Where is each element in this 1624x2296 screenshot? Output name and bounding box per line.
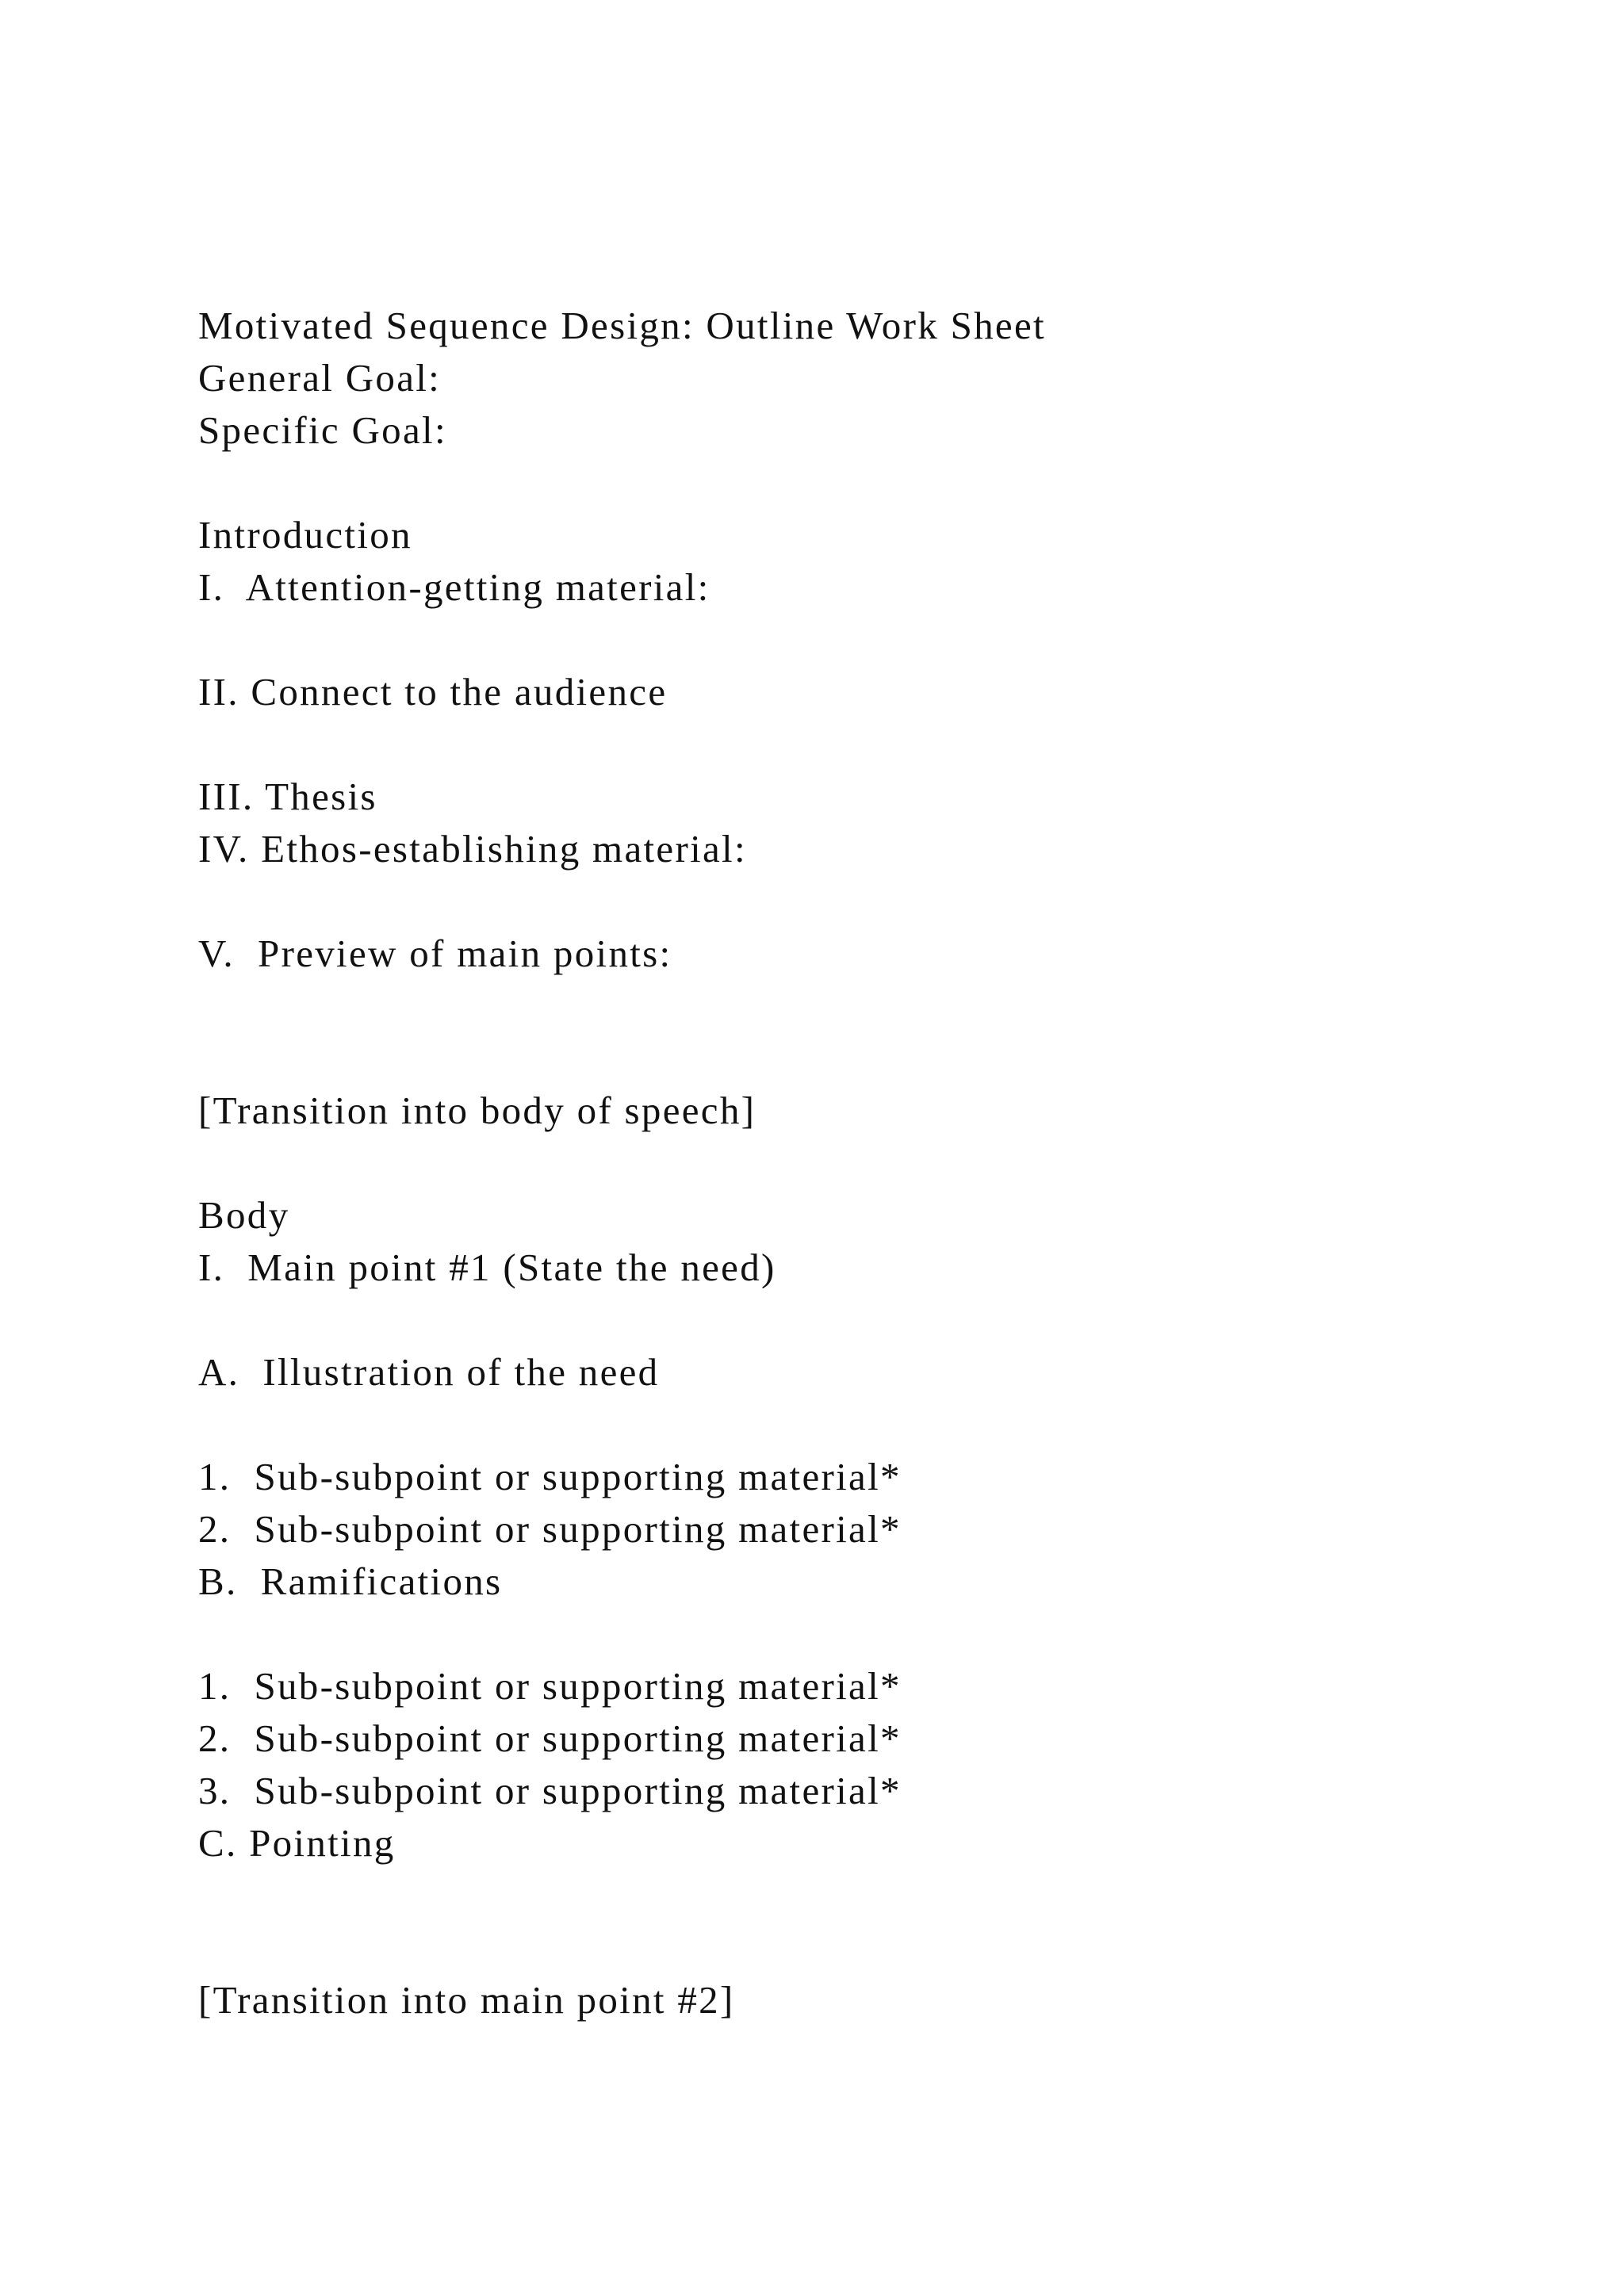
specific-goal-label: Specific Goal: [198, 408, 447, 452]
body-heading: Body [198, 1193, 290, 1237]
intro-attention-item: I. Attention-getting material: [198, 565, 710, 609]
transition-body-note: [Transition into body of speech] [198, 1089, 756, 1132]
intro-connect-item: II. Connect to the audience [198, 670, 668, 714]
body-ramifications-item: B. Ramifications [198, 1559, 503, 1603]
transition-point-2-note: [Transition into main point #2] [198, 1978, 735, 2022]
sub-subpoint-b2: 2. Sub-subpoint or supporting material* [198, 1716, 902, 1760]
sub-subpoint-a1: 1. Sub-subpoint or supporting material* [198, 1455, 902, 1498]
general-goal-label: General Goal: [198, 356, 442, 400]
document-title: Motivated Sequence Design: Outline Work Sheet [198, 304, 1046, 347]
body-illustration-item: A. Illustration of the need [198, 1350, 660, 1394]
sub-subpoint-a2: 2. Sub-subpoint or supporting material* [198, 1507, 902, 1551]
sub-subpoint-b1: 1. Sub-subpoint or supporting material* [198, 1664, 902, 1708]
sub-subpoint-b3: 3. Sub-subpoint or supporting material* [198, 1769, 902, 1812]
introduction-heading: Introduction [198, 513, 412, 557]
intro-preview-item: V. Preview of main points: [198, 932, 672, 975]
body-main-point-1: I. Main point #1 (State the need) [198, 1246, 776, 1289]
body-pointing-item: C. Pointing [198, 1821, 396, 1865]
intro-thesis-item: III. Thesis [198, 775, 377, 818]
intro-ethos-item: IV. Ethos-establishing material: [198, 827, 747, 871]
